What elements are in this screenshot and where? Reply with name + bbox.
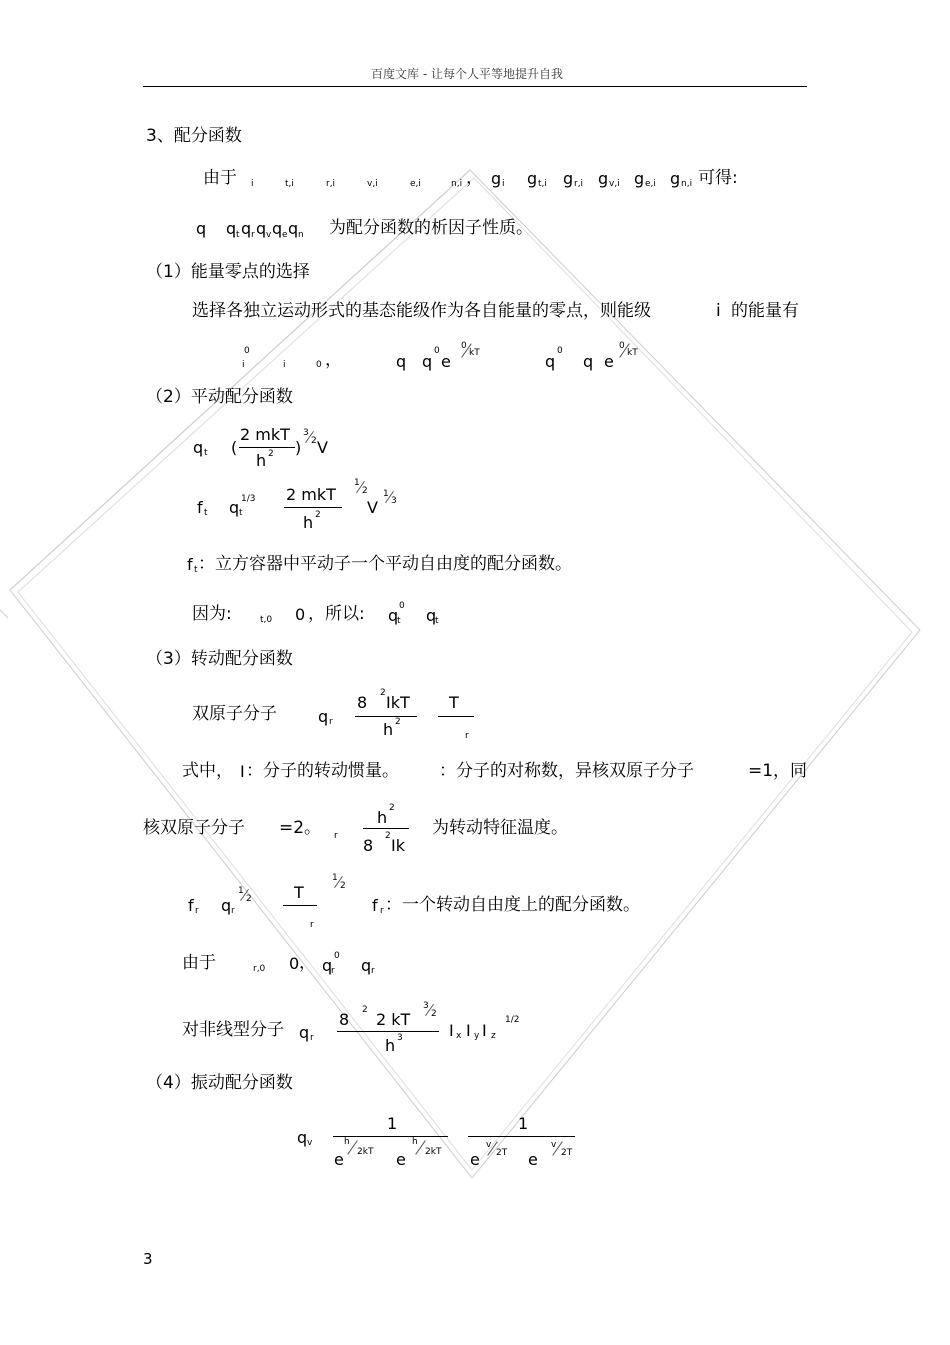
eps-sub-n: n,i xyxy=(451,179,463,189)
theta-h-two: 2 xyxy=(389,803,395,813)
nl-num: 2 kT xyxy=(376,1010,411,1029)
p7: 为转动特征温度。 xyxy=(432,818,568,838)
qt-den-two: 2 xyxy=(268,449,274,459)
qt-lp: ( xyxy=(231,438,238,457)
factor-r: r xyxy=(251,230,255,240)
qt-q: q xyxy=(193,438,204,457)
since-text: 由于 xyxy=(182,953,216,973)
nonlinear-text: 对非线型分子 xyxy=(182,1020,284,1040)
nl-Iy: I xyxy=(466,1021,471,1040)
nl-q: q xyxy=(299,1023,310,1042)
qr-eight: 8 xyxy=(357,693,368,712)
fr-r: r xyxy=(195,906,199,916)
because-q1-sup: 0 xyxy=(399,601,405,611)
fr-f: f xyxy=(188,896,194,915)
eq1-kT1: kT xyxy=(469,348,480,358)
eq1-q1: q xyxy=(396,352,407,371)
eq1-q3: q xyxy=(545,352,556,371)
ft-V: V xyxy=(367,498,378,517)
intro-comma: ， xyxy=(466,168,483,188)
factor-v: v xyxy=(266,230,272,240)
page-number: 3 xyxy=(143,1250,153,1268)
nl-y: y xyxy=(474,1031,480,1041)
qv-2T-2: 2T xyxy=(561,1148,573,1158)
ft-num: 2 mkT xyxy=(286,485,336,504)
s2-title: （2）平动配分函数 xyxy=(146,387,293,407)
qr-h: h xyxy=(383,720,394,739)
since-q1-sup: 0 xyxy=(334,951,340,961)
fr-q-r: r xyxy=(231,906,235,916)
s1-text: 选择各独立运动形式的基态能级作为各自能量的零点，则能级 xyxy=(192,301,651,321)
header-text: 百度文库 - 让每个人平等地提升自我 xyxy=(371,67,563,81)
g-e: g xyxy=(634,169,645,188)
qv-e2: e xyxy=(396,1150,406,1169)
qv-one-2: 1 xyxy=(518,1114,529,1133)
qv-e3: e xyxy=(470,1150,480,1169)
eq1-q2: q xyxy=(422,352,433,371)
ft-q-t: t xyxy=(239,508,243,518)
g-sub-t: t,i xyxy=(538,179,547,189)
qv-2kT-2: 2kT xyxy=(425,1147,442,1157)
eq1-comma: ， xyxy=(325,350,342,370)
since-sub: r,0 xyxy=(253,964,266,974)
because-q1: q xyxy=(388,606,399,625)
qt-exp-a: 3 xyxy=(303,428,309,438)
eq1-q3-sup: 0 xyxy=(557,346,563,356)
p6: =2。 xyxy=(279,818,322,838)
eq1-q4: q xyxy=(583,352,594,371)
factor-e: e xyxy=(282,230,288,240)
qt-exp-b: 2 xyxy=(311,436,317,446)
nl-fraction-bar xyxy=(337,1031,439,1032)
ft-fraction-bar xyxy=(284,507,342,508)
ftd-t: t xyxy=(194,565,198,575)
qv-one-1: 1 xyxy=(387,1114,398,1133)
eps-sub-e: e,i xyxy=(410,179,421,189)
g-i: g xyxy=(491,169,502,188)
because-q2: q xyxy=(426,606,437,625)
eps-sub-i: i xyxy=(251,179,254,189)
I-symbol: I xyxy=(240,762,245,781)
qv-nu2: v xyxy=(551,1140,557,1150)
nl-x: x xyxy=(456,1031,462,1041)
frd-f: f xyxy=(372,896,378,915)
section-title: 3、配分函数 xyxy=(146,126,242,146)
eq1-sub0: 0 xyxy=(316,360,322,370)
nl-z: z xyxy=(491,1031,496,1041)
p1: 式中， xyxy=(182,761,233,781)
header-rule xyxy=(143,86,807,87)
g-n: g xyxy=(670,169,681,188)
ft-third-a: 1 xyxy=(383,489,389,499)
g-sub-r: r,i xyxy=(574,179,584,189)
g-sub-i: i xyxy=(502,179,505,189)
qt-t: t xyxy=(204,448,208,458)
eq1-e1: e xyxy=(441,352,451,371)
since-q1: q xyxy=(322,956,333,975)
fr-half-a: 1 xyxy=(238,886,244,896)
s1-text2: 的能量有 xyxy=(731,301,799,321)
factor-q1: q xyxy=(226,219,237,238)
eq1-e1-sup0: 0 xyxy=(461,341,467,351)
because-q2-t: t xyxy=(435,616,439,626)
nl-r: r xyxy=(310,1033,314,1043)
fr-fraction-bar xyxy=(283,905,317,906)
nl-exp-b: 2 xyxy=(431,1009,437,1019)
g-sub-v: v,i xyxy=(609,179,620,189)
factor-t: t xyxy=(236,230,240,240)
since-comma: ， xyxy=(299,953,316,973)
eq1-i1: i xyxy=(242,360,245,370)
theta-h: h xyxy=(377,808,388,827)
factor-n: n xyxy=(298,230,304,240)
ft-third-b: 3 xyxy=(391,496,397,506)
factor-q3: q xyxy=(256,219,267,238)
qv-fraction-bar-2 xyxy=(468,1136,575,1137)
nl-two: 2 xyxy=(362,1005,368,1015)
ft-den-two: 2 xyxy=(315,510,321,520)
ft-half-b: 2 xyxy=(362,486,368,496)
eq1-e2: e xyxy=(604,352,614,371)
p3: ：分子的对称数，异核双原子分子 xyxy=(439,761,694,781)
ft-den: h xyxy=(303,513,314,532)
qr-T: T xyxy=(449,693,459,712)
qr-q: q xyxy=(318,707,329,726)
qr-two: 2 xyxy=(380,688,386,698)
because-so: ，所以: xyxy=(308,604,365,624)
because-sub: t,0 xyxy=(260,615,273,625)
qr-fraction-bar-2 xyxy=(438,716,474,717)
fr-desc: ：一个转动自由度上的配分函数。 xyxy=(385,895,640,915)
g-r: g xyxy=(563,169,574,188)
ft-q-exp: 1/3 xyxy=(241,494,256,504)
fr-half-b: 2 xyxy=(246,894,252,904)
factor-q2: q xyxy=(241,219,252,238)
nl-eight: 8 xyxy=(339,1010,350,1029)
qv-v: v xyxy=(307,1138,313,1148)
theta-eight: 8 xyxy=(363,836,374,855)
qt-V: V xyxy=(317,438,328,457)
theta-two: 2 xyxy=(385,831,391,841)
eq1-sup0: 0 xyxy=(244,346,250,356)
nl-half: 1/2 xyxy=(505,1015,520,1025)
qv-nu1: v xyxy=(486,1140,492,1150)
eq1-kT2: kT xyxy=(627,348,638,358)
s3-title: （3）转动配分函数 xyxy=(146,649,293,669)
because-zero: 0 xyxy=(295,605,306,624)
p4: =1，同 xyxy=(748,761,808,781)
ft-q: q xyxy=(229,498,240,517)
ft-t: t xyxy=(204,508,208,518)
s4-title: （4）振动配分函数 xyxy=(146,1073,293,1093)
qv-fraction-bar-1 xyxy=(333,1136,448,1137)
nl-Ix: I xyxy=(449,1021,454,1040)
factor-q5: q xyxy=(288,219,299,238)
frd-r: r xyxy=(380,906,384,916)
qv-h2: h xyxy=(412,1137,418,1147)
since-q2: q xyxy=(361,956,372,975)
fr-exp-b: 2 xyxy=(340,881,346,891)
qt-num: 2 mkT xyxy=(240,425,290,444)
eq1-e2-sup0: 0 xyxy=(619,341,625,351)
qr-theta-r: r xyxy=(465,731,469,741)
qv-h1: h xyxy=(344,1137,350,1147)
s1-title: （1）能量零点的选择 xyxy=(146,262,310,282)
qt-den: h xyxy=(256,451,267,470)
eq1-q2-sup: 0 xyxy=(434,346,440,356)
nl-exp-a: 3 xyxy=(423,1001,429,1011)
qv-q: q xyxy=(297,1128,308,1147)
nl-Iz: I xyxy=(482,1021,487,1040)
g-t: g xyxy=(527,169,538,188)
since-q1-r: r xyxy=(331,966,335,976)
p2: ：分子的转动惯量。 xyxy=(246,761,399,781)
ftd-f: f xyxy=(187,555,193,574)
since-zero: 0 xyxy=(289,954,300,973)
theta-r: r xyxy=(334,831,338,841)
qr-fraction-bar-1 xyxy=(355,716,417,717)
intro-lead: 由于 xyxy=(203,168,237,188)
ftd-text: ：立方容器中平动子一个平动自由度的配分函数。 xyxy=(198,554,572,574)
p5: 核双原子分子 xyxy=(143,818,245,838)
fr-T: T xyxy=(294,883,304,902)
fr-theta-r: r xyxy=(310,920,314,930)
qv-2T-1: 2T xyxy=(496,1148,508,1158)
qv-e1: e xyxy=(334,1150,344,1169)
eps-sub-v: v,i xyxy=(367,179,378,189)
eq1-i2: i xyxy=(283,360,286,370)
ft-f: f xyxy=(197,498,203,517)
theta-fraction-bar xyxy=(363,828,409,829)
theta-Ik: Ik xyxy=(391,836,405,855)
g-v: g xyxy=(598,169,609,188)
qv-2kT-1: 2kT xyxy=(357,1147,374,1157)
g-sub-n: n,i xyxy=(681,179,693,189)
qt-fraction-bar xyxy=(239,447,295,448)
fr-exp-a: 1 xyxy=(332,873,338,883)
qr-IkT: IkT xyxy=(386,693,410,712)
factor-q: q xyxy=(196,219,207,238)
factor-text: 为配分函数的析因子性质。 xyxy=(329,218,533,238)
qr-r: r xyxy=(329,717,333,727)
s1-i: i xyxy=(716,301,721,321)
because-text: 因为: xyxy=(192,604,232,624)
ft-half-a: 1 xyxy=(354,478,360,488)
nl-h: h xyxy=(385,1036,396,1055)
qr-h-two: 2 xyxy=(395,717,401,727)
qt-rp: ) xyxy=(295,438,302,457)
g-sub-e: e,i xyxy=(645,179,656,189)
fr-q: q xyxy=(221,896,232,915)
diatomic-label: 双原子分子 xyxy=(192,704,277,724)
eps-sub-t: t,i xyxy=(285,179,294,189)
qv-e4: e xyxy=(528,1150,538,1169)
since-q2-r: r xyxy=(371,966,375,976)
because-q1-t: t xyxy=(397,616,401,626)
intro-tail: 可得: xyxy=(698,168,738,188)
nl-h-three: 3 xyxy=(397,1033,403,1043)
factor-q4: q xyxy=(272,219,283,238)
eps-sub-r: r,i xyxy=(326,179,336,189)
